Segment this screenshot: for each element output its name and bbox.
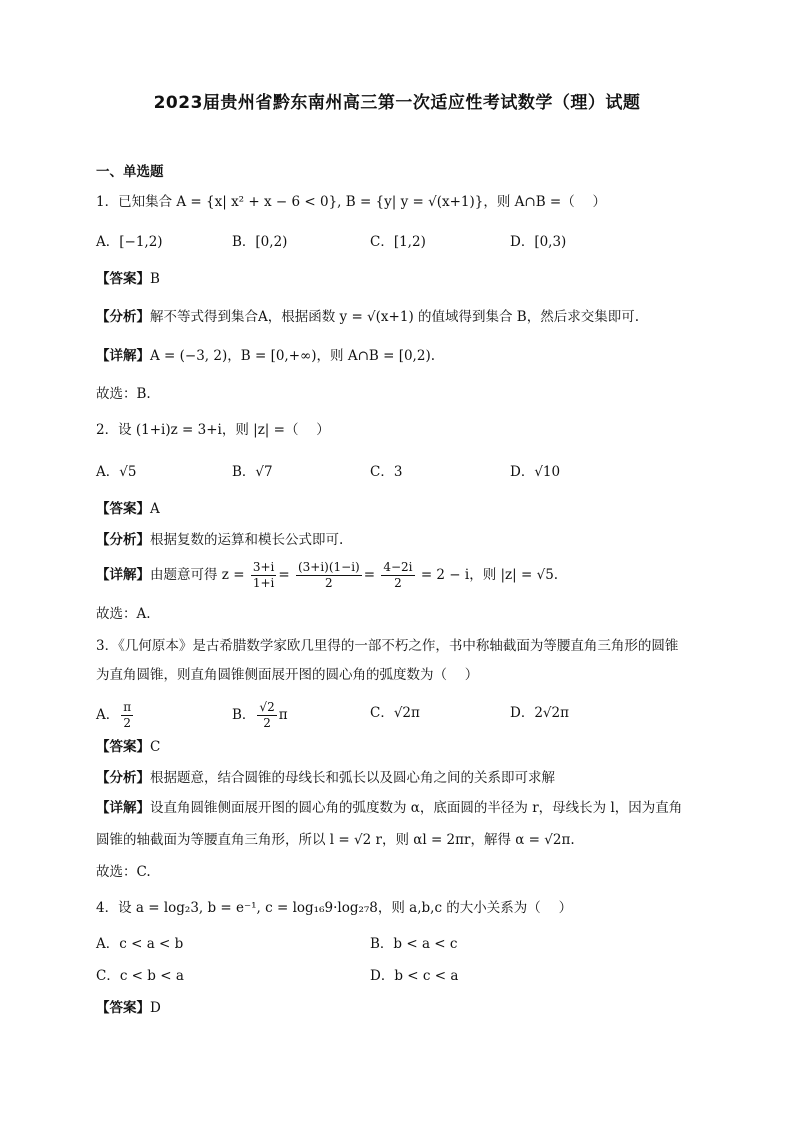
q2-answer — [96, 499, 160, 519]
analysis-tag: 【分析】 — [96, 309, 150, 325]
detail-pre: 由题意可得 z = — [150, 567, 245, 583]
answer-value: D — [150, 1000, 161, 1016]
answer-value: B — [150, 271, 160, 287]
fraction-sqrt2-over-2: $\frac{√2}{2}$ — [259, 700, 275, 730]
q4-stem: 4．设 a = log₂3, b = e⁻¹, c = log₁₆9·log₂₇8，则 a,b,c 的大小关系为（ ） — [96, 900, 573, 916]
q1-option-a: A．[−1,2) — [96, 234, 163, 250]
q3-detail-line2: 圆锥的轴截面为等腰直角三角形，所以 l = √2 r，则 αl = 2πr，解得 α = √2π. — [96, 832, 575, 848]
fraction-pi-over-2: $\frac{\pi}{2}$ — [123, 700, 132, 730]
q1-option-c: C．[1,2) — [370, 234, 426, 250]
q4-option-d: D．b < c < a — [370, 968, 459, 984]
q2-option-d: D．√10 — [510, 464, 561, 480]
q4-answer — [96, 998, 161, 1018]
q2-detail: 【详解】由题意可得 z = $\frac{3+i}{1+i}$ = $\frac{(3+i)(1-i)}{2}$ = $\frac{4-2i}{2}$ = 2 − i，则 |z| = √5. — [96, 560, 559, 590]
q2-analysis — [96, 530, 343, 550]
q1-conclusion: 故选：B. — [96, 386, 151, 402]
answer-tag: 【答案】 — [96, 501, 150, 517]
analysis-tag: 【分析】 — [96, 532, 150, 548]
analysis-text: 根据复数的运算和模长公式即可. — [150, 532, 344, 548]
detail-tag: 【详解】 — [96, 348, 150, 364]
answer-tag: 【答案】 — [96, 739, 150, 755]
q4-option-b: B．b < a < c — [370, 936, 458, 952]
q1-option-d: D．[0,3) — [510, 234, 567, 250]
q1-option-b: B．[0,2) — [232, 234, 288, 250]
detail-tag: 【详解】 — [96, 567, 150, 583]
fraction-2: $\frac{(3+i)(1-i)}{2}$ — [297, 560, 360, 590]
answer-value: A — [150, 501, 160, 517]
answer-tag: 【答案】 — [96, 1000, 150, 1016]
q2-option-a: A．√5 — [96, 464, 137, 480]
answer-value: C — [150, 739, 161, 755]
q3-option-a: A． $\frac{\pi}{2}$ — [96, 700, 132, 730]
q1-analysis — [96, 307, 639, 327]
q2-conclusion: 故选：A. — [96, 606, 151, 622]
detail-text: A = (−3, 2)，B = [0,+∞)，则 A∩B = [0,2). — [150, 348, 435, 364]
q3-option-c: C．√2π — [370, 705, 420, 721]
q2-option-b: B．√7 — [232, 464, 273, 480]
detail-tag: 【详解】 — [96, 800, 150, 816]
q1-detail — [96, 346, 435, 366]
page-title: 2023届贵州省黔东南州高三第一次适应性考试数学（理）试题 — [153, 93, 641, 113]
analysis-text: 解不等式得到集合A，根据函数 y = √(x+1) 的值域得到集合 B，然后求交集即可. — [150, 309, 640, 325]
q3-stem-line2: 为直角圆锥，则直角圆锥侧面展开图的圆心角的弧度数为（ ） — [96, 667, 479, 683]
fraction-1: $\frac{3+i}{1+i}$ — [252, 560, 275, 590]
q4-option-c: C．c < b < a — [96, 968, 184, 984]
q4-option-a: A．c < a < b — [96, 936, 184, 952]
q3-conclusion: 故选：C. — [96, 864, 151, 880]
q3-option-d: D．2√2π — [510, 705, 569, 721]
q3-option-b: B． $\frac{√2}{2}$ π — [232, 700, 288, 730]
q3-detail-line1 — [96, 798, 682, 818]
answer-tag: 【答案】 — [96, 271, 150, 287]
fraction-3: $\frac{4-2i}{2}$ — [383, 560, 413, 590]
q1-stem: 1．已知集合 A = {x| x² + x − 6 < 0}, B = {y| y = √(x+1)}，则 A∩B =（ ） — [96, 194, 607, 210]
section-heading: 一、单选题 — [96, 164, 164, 180]
q1-answer — [96, 269, 160, 289]
detail-text: 设直角圆锥侧面展开图的圆心角的弧度数为 α，底面圆的半径为 r，母线长为 l，因为直角 — [150, 800, 683, 816]
q2-option-c: C．3 — [370, 464, 403, 480]
analysis-text: 根据题意，结合圆锥的母线长和弧长以及圆心角之间的关系即可求解 — [150, 770, 555, 786]
q2-stem: 2．设 (1+i)z = 3+i，则 |z| =（ ） — [96, 422, 330, 438]
q3-answer — [96, 737, 160, 757]
analysis-tag: 【分析】 — [96, 770, 150, 786]
q3-analysis — [96, 768, 555, 788]
detail-post: = 2 − i，则 |z| = √5. — [420, 567, 559, 583]
q3-stem-line1: 3．《几何原本》是古希腊数学家欧几里得的一部不朽之作，书中称轴截面为等腰直角三角形的圆锥 — [96, 638, 679, 654]
